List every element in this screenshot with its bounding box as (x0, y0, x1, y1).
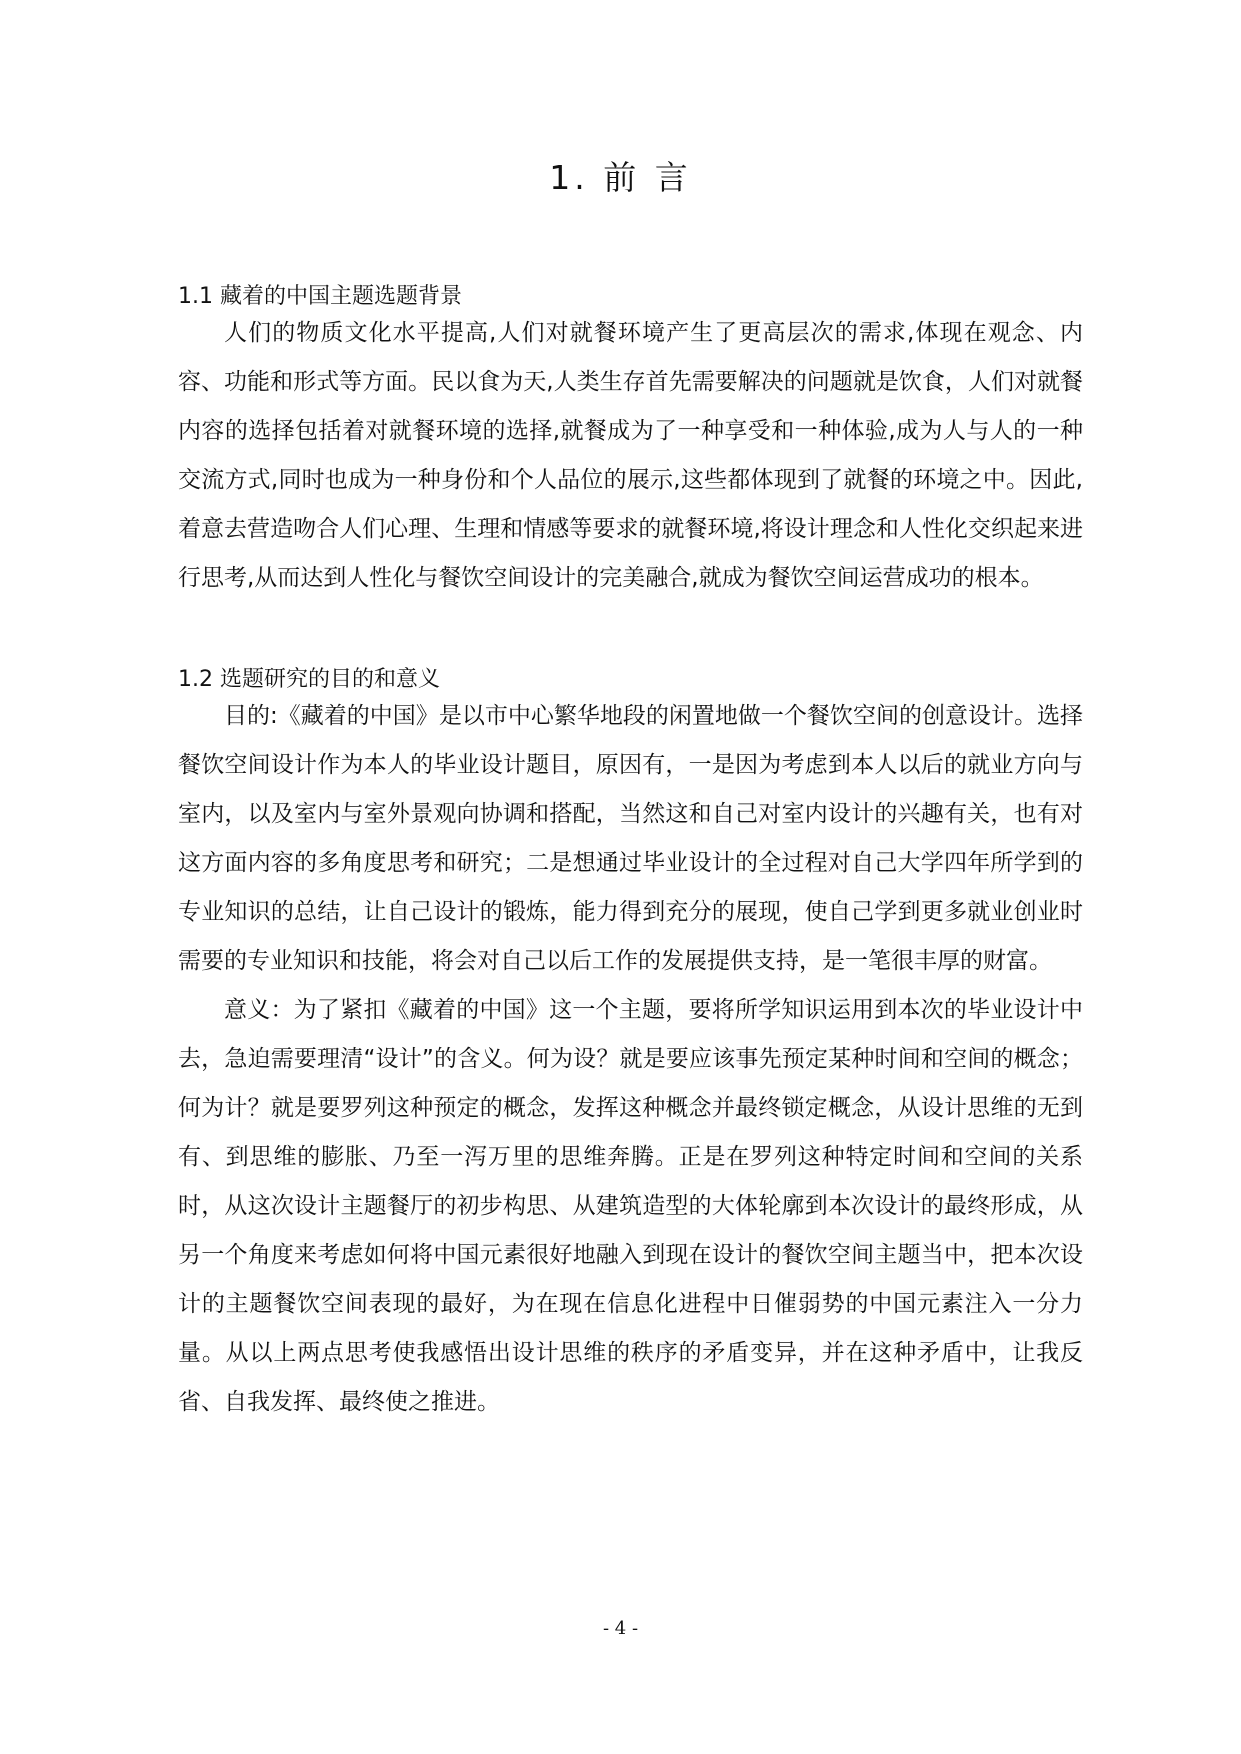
section-1-1-paragraph: 人们的物质文化水平提高,人们对就餐环境产生了更高层次的需求,体现在观念、内容、功能和形式等方面。民以食为天,人类生存首先需要解决的问题就是饮食，人们对就餐内容的选择包括着对就餐环境的选择,就餐成为了一种享受和一种体验,成为人与人的一种交流方式,同时也成为一种身份和个人品位的展示,这些都体现到了就餐的环境之中。因此,着意去营造吻合人们心理、生理和情感等要求的就餐环境,将设计理念和人性化交织起来进行思考,从而达到人性化与餐饮空间设计的完美融合,就成为餐饮空间运营成功的根本。 (178, 320, 1083, 591)
section-1-2-meaning-paragraph: 意义：为了紧扣《藏着的中国》这一个主题，要将所学知识运用到本次的毕业设计中去，急迫需要理清“设计”的含义。何为设？就是要应该事先预定某种时间和空间的概念；何为计？就是要罗列这种预定的概念，发挥这种概念并最终锁定概念，从设计思维的无到有、到思维的膨胀、乃至一泻万里的思维奔腾。正是在罗列这种特定时间和空间的关系时，从这次设计主题餐厅的初步构思、从建筑造型的大体轮廓到本次设计的最终形成，从另一个角度来考虑如何将中国元素很好地融入到现在设计的餐饮空间主题当中，把本次设计的主题餐饮空间表现的最好，为在现在信息化进程中日催弱势的中国元素注入一分力量。从以上两点思考使我感悟出设计思维的秩序的矛盾变异，并在这种矛盾中，让我反省、自我发挥、最终使之推进。 (178, 997, 1083, 1415)
section-1-2-purpose-paragraph: 目的:《藏着的中国》是以市中心繁华地段的闲置地做一个餐饮空间的创意设计。选择餐饮空间设计作为本人的毕业设计题目，原因有，一是因为考虑到本人以后的就业方向与室内，以及室内与室外景观向协调和搭配，当然这和自己对室内设计的兴趣有关，也有对这方面内容的多角度思考和研究；二是想通过毕业设计的全过程对自己大学四年所学到的专业知识的总结，让自己设计的锻炼，能力得到充分的展现，使自己学到更多就业创业时需要的专业知识和技能，将会对自己以后工作的发展提供支持，是一笔很丰厚的财富。 (178, 703, 1083, 974)
section-heading-1-2: 1.2 选题研究的目的和意义 (178, 667, 440, 692)
section-heading-1-1: 1.1 藏着的中国主题选题背景 (178, 284, 462, 309)
chapter-title: 1. 前 言 (549, 158, 692, 197)
page-number: - 4 - (602, 1618, 639, 1639)
